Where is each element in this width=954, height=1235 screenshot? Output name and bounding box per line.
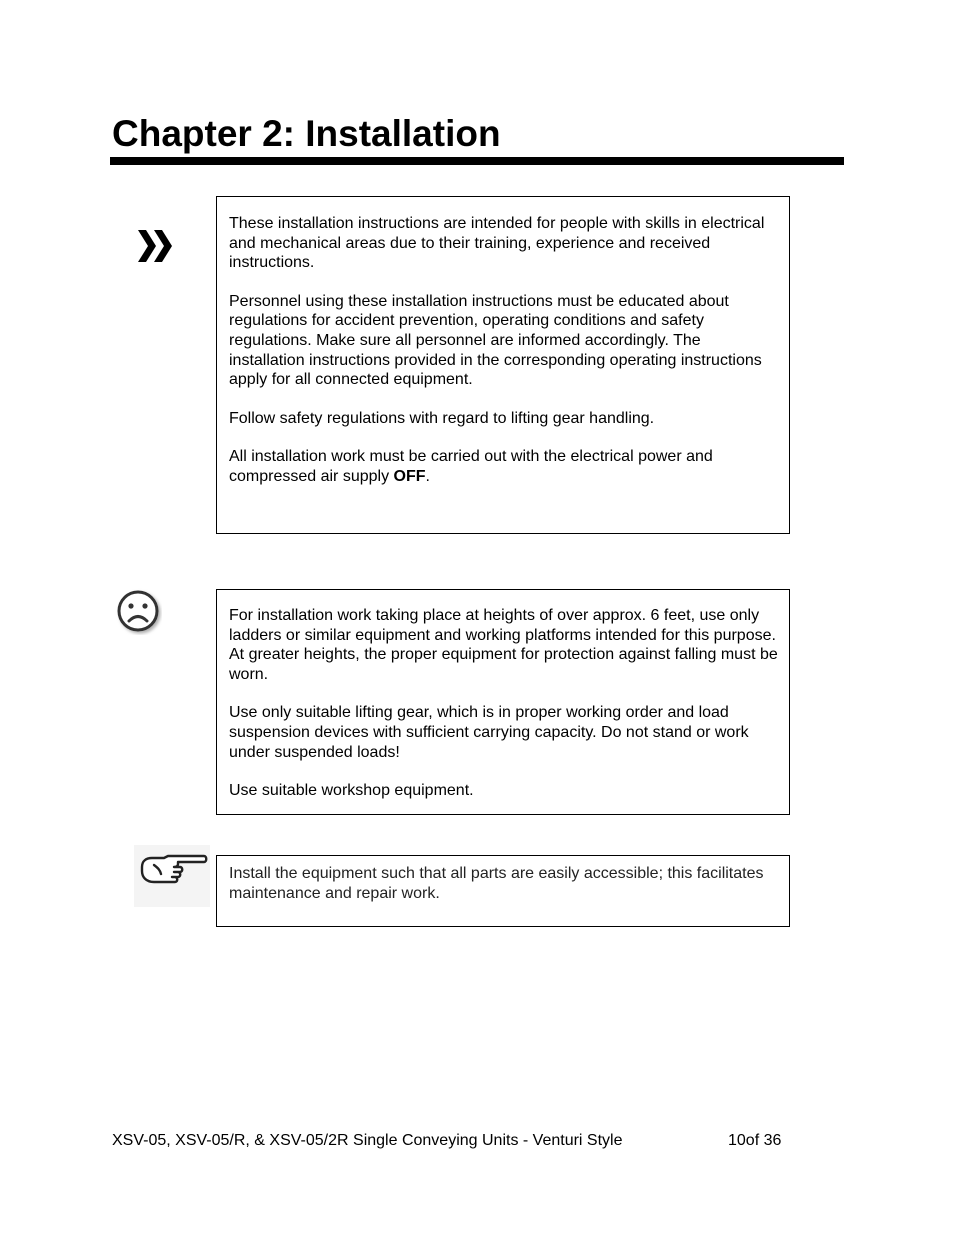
chapter-title: Chapter 2: Installation <box>112 113 501 154</box>
footer-page-number: 10of 36 <box>728 1132 782 1149</box>
footer-document-title: XSV-05, XSV-05/R, & XSV-05/2R Single Conveying Units - Venturi Style <box>112 1132 623 1149</box>
sad-face-icon <box>114 587 162 635</box>
power-note-end: . <box>425 467 430 485</box>
title-rule <box>110 157 844 165</box>
tip-box <box>216 855 790 927</box>
double-chevron-icon <box>134 222 178 270</box>
notice-paragraph: These installation instructions are intended for people with skills in electrical and mechanical areas due to their training, experience and received instructions. <box>229 215 765 272</box>
power-off-emphasis: OFF <box>393 467 426 485</box>
pointing-hand-icon <box>134 845 210 907</box>
warning-paragraph: Use only suitable lifting gear, which is in proper working order and load suspension devices with sufficient carrying capacity. Do not stand or work under suspended loads! <box>229 704 749 761</box>
notice-paragraph: Personnel using these installation instructions must be educated about regulations for accident prevention, operating conditions and safety regulations. Make sure all personnel are informed accordingly. The installation instructions provided in the corresponding operating instructions apply for all connected equipment. <box>229 292 762 389</box>
warning-paragraph: For installation work taking place at heights of over approx. 6 feet, use only ladders or similar equipment and working platforms intended for this purpose. At greater heights, the proper equipment for protection against falling must be worn. <box>229 607 778 683</box>
tip-text: Install the equipment such that all parts are easily accessible; this facilitates maintenance and repair work. <box>229 865 764 902</box>
power-note-text: All installation work must be carried out with the electrical power and compressed air supply <box>229 448 713 485</box>
safety-warning-box <box>216 589 790 815</box>
warning-paragraph: Use suitable workshop equipment. <box>229 782 474 800</box>
installation-notice-box <box>216 196 790 534</box>
notice-paragraph: Follow safety regulations with regard to lifting gear handling. <box>229 409 655 427</box>
power-off-note <box>229 447 778 486</box>
